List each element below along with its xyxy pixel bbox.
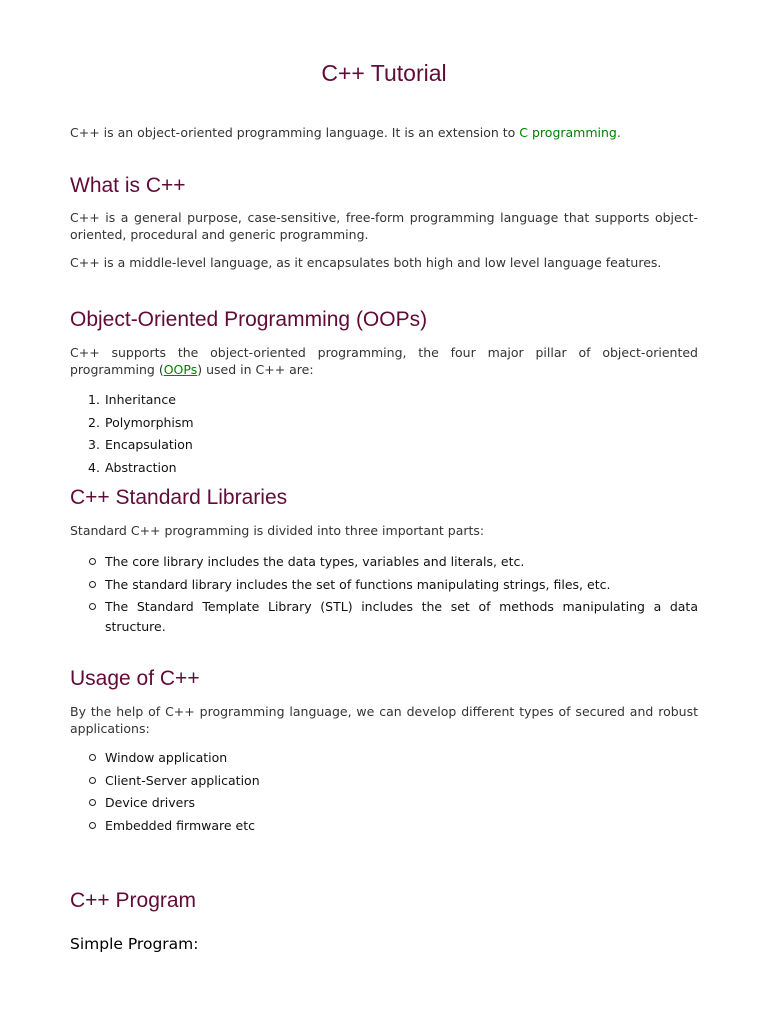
libraries-list bbox=[70, 552, 698, 640]
list-item bbox=[70, 390, 698, 410]
libraries-intro: Standard C++ programming is divided into three important parts: bbox=[70, 523, 485, 538]
oops-paragraph bbox=[70, 344, 698, 378]
list-number: 4. bbox=[88, 460, 100, 476]
usage-list bbox=[70, 748, 698, 839]
list-item bbox=[70, 435, 698, 455]
intro-paragraph bbox=[70, 124, 698, 141]
list-item-label: The Standard Template Library (STL) includes the set of methods manipulating a data structure. bbox=[105, 599, 698, 635]
c-programming-link[interactable]: C programming. bbox=[519, 125, 621, 140]
list-item-label: The core library includes the data types, variables and literals, etc. bbox=[105, 554, 525, 569]
list-item-label: Inheritance bbox=[105, 392, 176, 407]
what-paragraph-2: C++ is a middle-level language, as it encapsulates both high and low level language features. bbox=[70, 255, 662, 270]
heading-what-is-cpp: What is C++ bbox=[70, 174, 186, 197]
list-item-label: The standard library includes the set of functions manipulating strings, files, etc. bbox=[105, 576, 611, 592]
oops-text-after: ) used in C++ are: bbox=[197, 362, 314, 377]
heading-standard-libraries: C++ Standard Libraries bbox=[70, 486, 288, 509]
heading-cpp-program: C++ Program bbox=[70, 889, 197, 912]
list-item bbox=[70, 552, 698, 572]
usage-intro: By the help of C++ programming language, we can develop different types of secured and robust applications: bbox=[70, 704, 698, 736]
list-item bbox=[70, 597, 698, 637]
list-item-label: Client-Server application bbox=[105, 772, 260, 788]
list-item bbox=[70, 458, 698, 478]
list-number: 2. bbox=[88, 414, 100, 430]
list-item-label: Polymorphism bbox=[105, 414, 194, 430]
list-item bbox=[70, 575, 698, 595]
bullet-icon bbox=[89, 558, 96, 565]
bullet-icon bbox=[89, 822, 96, 829]
page-title: C++ Tutorial bbox=[321, 60, 447, 86]
list-item bbox=[70, 413, 698, 433]
bullet-icon bbox=[89, 799, 96, 806]
heading-usage: Usage of C++ bbox=[70, 667, 200, 690]
list-number: 3. bbox=[88, 437, 100, 453]
oops-pillars-list bbox=[70, 390, 698, 481]
list-item bbox=[70, 771, 698, 791]
bullet-icon bbox=[89, 754, 96, 761]
list-item bbox=[70, 793, 698, 813]
bullet-icon bbox=[89, 603, 96, 610]
oops-link[interactable]: OOPs bbox=[163, 362, 198, 377]
list-item-label: Embedded firmware etc bbox=[105, 818, 256, 834]
list-item-label: Abstraction bbox=[105, 460, 177, 476]
simple-program-subheading: Simple Program: bbox=[70, 935, 199, 953]
intro-text: C++ is an object-oriented programming language. It is an extension to bbox=[70, 125, 520, 140]
heading-oops: Object-Oriented Programming (OOPs) bbox=[70, 308, 428, 331]
what-paragraph-1: C++ is a general purpose, case-sensitive, free-form programming language that supports object-oriented, procedural and generic programming. bbox=[70, 210, 698, 242]
list-item bbox=[70, 748, 698, 768]
list-number: 1. bbox=[88, 392, 100, 407]
oops-text-before: C++ supports the object-oriented programming, the four major pillar of object-oriented programming ( bbox=[70, 345, 698, 377]
list-item bbox=[70, 816, 698, 836]
bullet-icon bbox=[89, 777, 96, 784]
bullet-icon bbox=[89, 581, 96, 588]
list-item-label: Encapsulation bbox=[105, 437, 193, 453]
list-item-label: Window application bbox=[105, 750, 228, 765]
list-item-label: Device drivers bbox=[105, 795, 196, 811]
